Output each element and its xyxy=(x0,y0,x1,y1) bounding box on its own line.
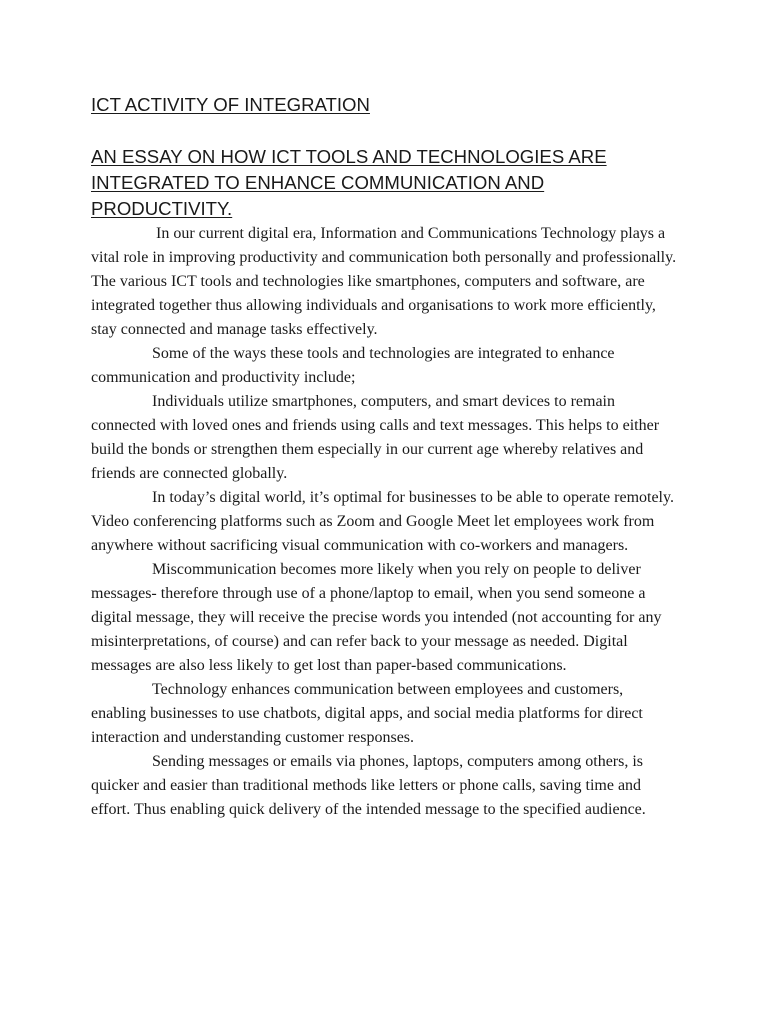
paragraph-remote-work: In today’s digital world, it’s optimal for businesses to be able to operate remotely. Video conferencing platforms such as Zoom and Google Meet let employees work from anywhere without sacrificing visual communication with co-workers and managers. xyxy=(91,489,674,554)
essay-title: AN ESSAY ON HOW ICT TOOLS AND TECHNOLOGIES ARE INTEGRATED TO ENHANCE COMMUNICATION AND PRODUCTIVITY. xyxy=(91,146,607,219)
essay-body xyxy=(91,222,681,822)
document-title: ICT ACTIVITY OF INTEGRATION xyxy=(91,94,370,115)
paragraph-speed: Sending messages or emails via phones, laptops, computers among others, is quicker and easier than traditional methods like letters or phone calls, saving time and effort. Thus enabling quick delivery of the intended message to the specified audience. xyxy=(91,753,646,818)
paragraph-ways: Some of the ways these tools and technologies are integrated to enhance communication and productivity include; xyxy=(91,345,615,386)
paragraph-intro: In our current digital era, Information and Communications Technology plays a vital role in improving productivity and communication both personally and professionally. The various ICT tools and technologies like smartphones, computers and software, are integrated together thus allowing individuals and organisations to work more efficiently, stay connected and manage tasks effectively. xyxy=(91,225,677,338)
paragraph-miscommunication: Miscommunication becomes more likely when you rely on people to deliver messages- therefore through use of a phone/laptop to email, when you send someone a digital message, they will receive the precise words you intended (not accounting for any misinterpretations, of course) and can refer back to your message as needed. Digital messages are also less likely to get lost than paper-based communications. xyxy=(91,561,662,674)
paragraph-customers: Technology enhances communication between employees and customers, enabling businesses to use chatbots, digital apps, and social media platforms for direct interaction and understanding customer responses. xyxy=(91,681,643,746)
paragraph-individuals: Individuals utilize smartphones, computers, and smart devices to remain connected with loved ones and friends using calls and text messages. This helps to either build the bonds or strengthen them especially in our current age whereby relatives and friends are connected globally. xyxy=(91,393,660,482)
document-content xyxy=(91,92,681,822)
